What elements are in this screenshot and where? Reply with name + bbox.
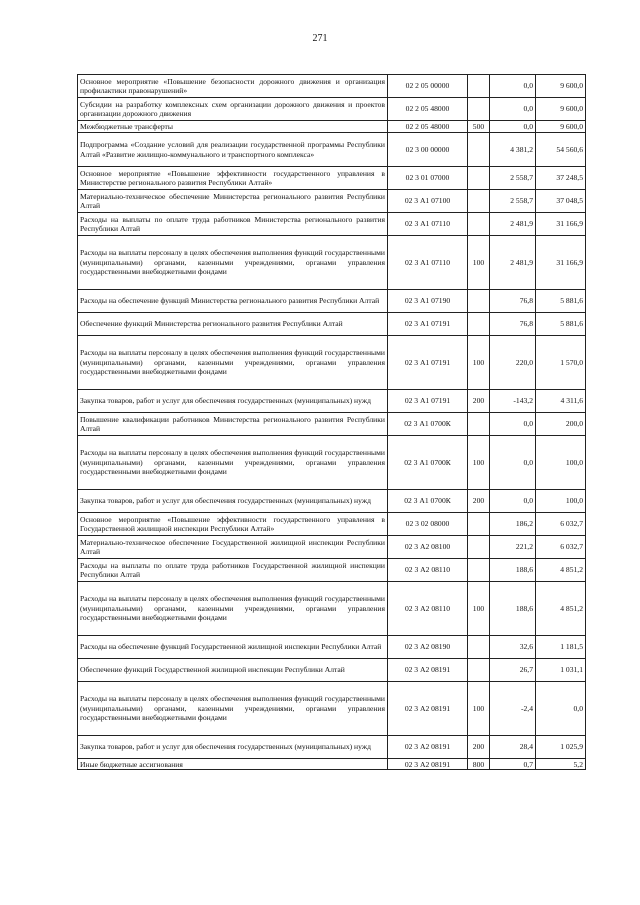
row-expense-type-cell — [468, 290, 490, 313]
table-row — [78, 336, 586, 390]
row-amount-total-cell: 4 851,2 — [536, 582, 586, 636]
row-amount-total-cell: 37 048,5 — [536, 190, 586, 213]
table-row — [78, 290, 586, 313]
row-code-cell: 02 3 А2 08100 — [388, 536, 468, 559]
row-amount-total-cell: 5 881,6 — [536, 290, 586, 313]
row-name-cell: Основное мероприятие «Повышение эффективности государственного управления в Министерстве регионального развития Республики Алтай» — [78, 167, 388, 190]
row-name-cell: Расходы на выплаты персоналу в целях обеспечения выполнения функций государственными (муниципальными) органами, казенными учреждениями, органами управления государственными внебюджетными фондами — [78, 682, 388, 736]
row-amount-change-cell: 188,6 — [490, 582, 536, 636]
row-name-cell: Обеспечение функций Министерства регионального развития Республики Алтай — [78, 313, 388, 336]
table-row — [78, 121, 586, 133]
row-expense-type-cell: 100 — [468, 336, 490, 390]
row-code-cell: 02 3 А1 0700К — [388, 413, 468, 436]
row-name-cell: Обеспечение функций Государственной жилищной инспекции Республики Алтай — [78, 659, 388, 682]
budget-table-body — [78, 75, 586, 770]
row-code-cell: 02 3 А1 07190 — [388, 290, 468, 313]
table-row — [78, 559, 586, 582]
row-expense-type-cell — [468, 98, 490, 121]
row-name-cell: Расходы на обеспечение функций Министерства регионального развития Республики Алтай — [78, 290, 388, 313]
table-row — [78, 413, 586, 436]
row-name-cell: Расходы на выплаты персоналу в целях обеспечения выполнения функций государственными (муниципальными) органами, казенными учреждениями, органами управления государственными внебюджетными фондами — [78, 582, 388, 636]
row-expense-type-cell — [468, 75, 490, 98]
row-amount-total-cell: 4 851,2 — [536, 559, 586, 582]
row-amount-total-cell: 9 600,0 — [536, 98, 586, 121]
row-name-cell: Закупка товаров, работ и услуг для обеспечения государственных (муниципальных) нужд — [78, 736, 388, 759]
row-amount-total-cell: 6 032,7 — [536, 536, 586, 559]
row-code-cell: 02 3 01 07000 — [388, 167, 468, 190]
row-code-cell: 02 3 А1 0700К — [388, 490, 468, 513]
row-amount-change-cell: 2 558,7 — [490, 190, 536, 213]
row-amount-change-cell: 2 481,9 — [490, 213, 536, 236]
row-amount-total-cell: 31 166,9 — [536, 236, 586, 290]
row-amount-total-cell: 1 181,5 — [536, 636, 586, 659]
row-code-cell: 02 3 А1 07191 — [388, 390, 468, 413]
row-amount-change-cell: 4 381,2 — [490, 133, 536, 167]
row-expense-type-cell: 500 — [468, 121, 490, 133]
row-amount-change-cell: 188,6 — [490, 559, 536, 582]
row-code-cell: 02 3 А2 08190 — [388, 636, 468, 659]
row-expense-type-cell: 200 — [468, 390, 490, 413]
row-expense-type-cell: 200 — [468, 490, 490, 513]
row-expense-type-cell — [468, 659, 490, 682]
row-amount-change-cell: 0,0 — [490, 436, 536, 490]
row-amount-total-cell: 9 600,0 — [536, 75, 586, 98]
row-name-cell: Расходы на выплаты персоналу в целях обеспечения выполнения функций государственными (муниципальными) органами, казенными учреждениями, органами управления государственными внебюджетными фондами — [78, 336, 388, 390]
row-expense-type-cell — [468, 513, 490, 536]
table-row — [78, 313, 586, 336]
row-code-cell: 02 2 05 48000 — [388, 98, 468, 121]
row-amount-total-cell: 0,0 — [536, 682, 586, 736]
row-code-cell: 02 3 А1 07100 — [388, 190, 468, 213]
row-amount-change-cell: 2 481,9 — [490, 236, 536, 290]
row-expense-type-cell: 800 — [468, 759, 490, 770]
row-code-cell: 02 3 00 00000 — [388, 133, 468, 167]
row-amount-total-cell: 37 248,5 — [536, 167, 586, 190]
table-row — [78, 236, 586, 290]
row-code-cell: 02 3 А2 08191 — [388, 682, 468, 736]
row-name-cell: Расходы на выплаты по оплате труда работников Государственной жилищной инспекции Республики Алтай — [78, 559, 388, 582]
row-name-cell: Субсидии на разработку комплексных схем организации дорожного движения и проектов организации дорожного движения — [78, 98, 388, 121]
row-code-cell: 02 3 02 08000 — [388, 513, 468, 536]
budget-table — [77, 74, 586, 770]
row-code-cell: 02 2 05 00000 — [388, 75, 468, 98]
row-amount-total-cell: 31 166,9 — [536, 213, 586, 236]
row-amount-total-cell: 4 311,6 — [536, 390, 586, 413]
row-amount-change-cell: 26,7 — [490, 659, 536, 682]
row-amount-total-cell: 9 600,0 — [536, 121, 586, 133]
row-name-cell: Материально-техническое обеспечение Государственной жилищной инспекции Республики Алтай — [78, 536, 388, 559]
row-code-cell: 02 3 А1 07191 — [388, 313, 468, 336]
row-amount-change-cell: 220,0 — [490, 336, 536, 390]
row-name-cell: Расходы на выплаты персоналу в целях обеспечения выполнения функций государственными (муниципальными) органами, казенными учреждениями, органами управления государственными внебюджетными фондами — [78, 436, 388, 490]
table-row — [78, 133, 586, 167]
row-code-cell: 02 3 А2 08110 — [388, 559, 468, 582]
row-expense-type-cell: 100 — [468, 682, 490, 736]
table-row — [78, 490, 586, 513]
row-expense-type-cell — [468, 190, 490, 213]
table-row — [78, 736, 586, 759]
row-amount-change-cell: -143,2 — [490, 390, 536, 413]
row-code-cell: 02 3 А1 0700К — [388, 436, 468, 490]
row-amount-total-cell: 100,0 — [536, 436, 586, 490]
row-amount-total-cell: 100,0 — [536, 490, 586, 513]
row-amount-total-cell: 1 570,0 — [536, 336, 586, 390]
row-name-cell: Материально-техническое обеспечение Министерства регионального развития Республики Алтай — [78, 190, 388, 213]
row-name-cell: Расходы на выплаты по оплате труда работников Министерства регионального развития Республики Алтай — [78, 213, 388, 236]
table-row — [78, 98, 586, 121]
table-row — [78, 213, 586, 236]
row-code-cell: 02 3 А2 08191 — [388, 759, 468, 770]
row-expense-type-cell — [468, 133, 490, 167]
table-row — [78, 759, 586, 770]
row-amount-change-cell: 0,0 — [490, 121, 536, 133]
row-amount-total-cell: 5,2 — [536, 759, 586, 770]
row-expense-type-cell — [468, 413, 490, 436]
row-amount-change-cell: 0,0 — [490, 75, 536, 98]
row-expense-type-cell — [468, 167, 490, 190]
row-expense-type-cell — [468, 536, 490, 559]
row-name-cell: Расходы на выплаты персоналу в целях обеспечения выполнения функций государственными (муниципальными) органами, казенными учреждениями, органами управления государственными внебюджетными фондами — [78, 236, 388, 290]
row-code-cell: 02 3 А2 08191 — [388, 659, 468, 682]
table-row — [78, 582, 586, 636]
table-row — [78, 636, 586, 659]
row-name-cell: Основное мероприятие «Повышение эффективности государственного управления в Государственной жилищной инспекции Республики Алтай» — [78, 513, 388, 536]
row-name-cell: Закупка товаров, работ и услуг для обеспечения государственных (муниципальных) нужд — [78, 390, 388, 413]
row-name-cell: Закупка товаров, работ и услуг для обеспечения государственных (муниципальных) нужд — [78, 490, 388, 513]
row-code-cell: 02 3 А1 07110 — [388, 236, 468, 290]
row-amount-change-cell: 0,0 — [490, 98, 536, 121]
row-expense-type-cell — [468, 313, 490, 336]
row-expense-type-cell: 100 — [468, 436, 490, 490]
row-expense-type-cell: 200 — [468, 736, 490, 759]
row-amount-change-cell: 32,6 — [490, 636, 536, 659]
row-code-cell: 02 3 А2 08110 — [388, 582, 468, 636]
table-row — [78, 167, 586, 190]
row-expense-type-cell: 100 — [468, 582, 490, 636]
row-amount-change-cell: 0,0 — [490, 490, 536, 513]
row-amount-total-cell: 54 560,6 — [536, 133, 586, 167]
table-row — [78, 75, 586, 98]
row-name-cell: Основное мероприятие «Повышение безопасности дорожного движения и организация профилактики правонарушений» — [78, 75, 388, 98]
row-code-cell: 02 3 А1 07110 — [388, 213, 468, 236]
row-amount-total-cell: 1 031,1 — [536, 659, 586, 682]
page-number: 271 — [312, 33, 328, 44]
row-name-cell: Межбюджетные трансферты — [78, 121, 388, 133]
table-row — [78, 513, 586, 536]
row-amount-total-cell: 5 881,6 — [536, 313, 586, 336]
row-name-cell: Повышение квалификации работников Министерства регионального развития Республики Алтай — [78, 413, 388, 436]
row-name-cell: Иные бюджетные ассигнования — [78, 759, 388, 770]
table-row — [78, 190, 586, 213]
row-amount-total-cell: 1 025,9 — [536, 736, 586, 759]
table-row — [78, 682, 586, 736]
row-amount-total-cell: 6 032,7 — [536, 513, 586, 536]
row-amount-change-cell: 28,4 — [490, 736, 536, 759]
table-row — [78, 536, 586, 559]
row-expense-type-cell — [468, 213, 490, 236]
row-amount-change-cell: 0,7 — [490, 759, 536, 770]
row-name-cell: Подпрограмма «Создание условий для реализации государственной программы Республики Алтай «Развитие жилищно-коммунального и транспортного комплекса» — [78, 133, 388, 167]
row-amount-change-cell: 221,2 — [490, 536, 536, 559]
row-code-cell: 02 3 А1 07191 — [388, 336, 468, 390]
table-row — [78, 436, 586, 490]
row-code-cell: 02 2 05 48000 — [388, 121, 468, 133]
row-amount-change-cell: 0,0 — [490, 413, 536, 436]
row-amount-change-cell: 76,8 — [490, 290, 536, 313]
row-amount-total-cell: 200,0 — [536, 413, 586, 436]
row-amount-change-cell: 2 558,7 — [490, 167, 536, 190]
row-amount-change-cell: 76,8 — [490, 313, 536, 336]
table-row — [78, 659, 586, 682]
row-amount-change-cell: 186,2 — [490, 513, 536, 536]
row-expense-type-cell — [468, 559, 490, 582]
table-row — [78, 390, 586, 413]
row-expense-type-cell: 100 — [468, 236, 490, 290]
row-name-cell: Расходы на обеспечение функций Государственной жилищной инспекции Республики Алтай — [78, 636, 388, 659]
row-code-cell: 02 3 А2 08191 — [388, 736, 468, 759]
row-expense-type-cell — [468, 636, 490, 659]
row-amount-change-cell: -2,4 — [490, 682, 536, 736]
